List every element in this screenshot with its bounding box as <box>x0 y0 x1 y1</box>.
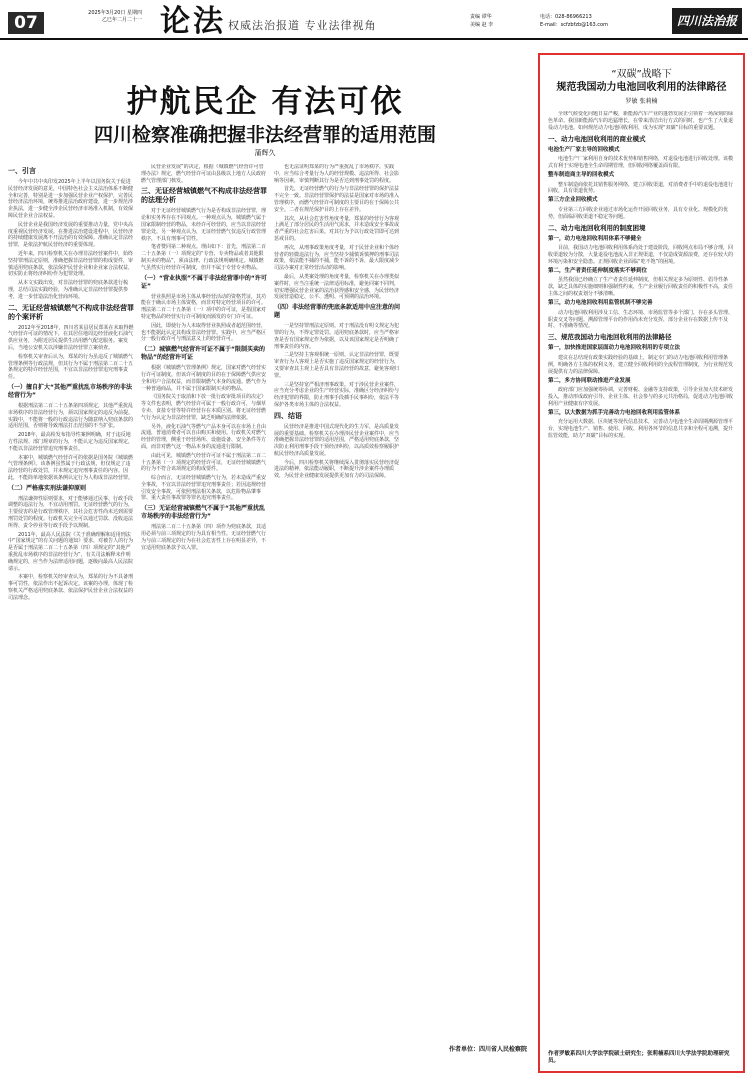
sidebar-headline: 规范我国动力电池回收利用的法律路径 <box>556 82 727 93</box>
paragraph: 二是坚持主客观相统一原则。认定非法经营罪，既要审查行为人客观上是否实施了违反国家规定的经营行为，又要审查其主观上是否具有非法经营的故意，避免客观归罪。 <box>274 352 400 379</box>
paragraph: 首先，无证经营燃气的行为与非法经营罪的保护法益不完全一致。非法经营罪保护的法益是国家对市场的准入管理秩序，而燃气经营许可制度的主要目的在于保障公共安全。二者在规范保护目的上存在差异。 <box>274 186 400 213</box>
paragraph: 检察机关审查后认为，郑某的行为虽违反了城镇燃气管理条例等行政法规，但其行为不属于刑法第二百二十五条规定的特许经营范围，不宜以非法经营罪追究刑事责任。 <box>8 353 134 381</box>
article-author: 蒲辉久 <box>254 149 276 157</box>
newspaper-logo: 四川法治报 <box>672 8 742 34</box>
paragraph: 电池生产厂家利用自身的技术优势和销售网络，对退役电池进行回收处理。该模式有利于实现电池全生命周期管理，但回收网络覆盖面有限。 <box>548 156 734 170</box>
subsection-heading: （二）严格落实刑法谦抑原则 <box>8 484 87 492</box>
sidebar-author: 罗敏 张莉楠 <box>625 98 658 105</box>
masthead <box>0 0 748 40</box>
paragraph: 专业第三方回收企业通过市场化运作开展回收业务，具有专业化、规模化的优势，但面临回收渠道不稳定等问题。 <box>548 206 729 220</box>
article-headline: 护航民企 有法可依 <box>126 84 404 120</box>
editor-line-1: 责编 谭华 <box>470 14 492 20</box>
paragraph: 虽然我国已经确立了生产者责任延伸制度，但相关规定多为原则性、倡导性条款，缺乏具体的实施细则和强制性约束，生产企业履行回收责任的积极性不高，责任主体之间的权责划分不够清晰。 <box>548 277 734 298</box>
paragraph: 也无法证明郑某的行为严重扰乱了市场秩序。实践中，应当综合考量行为人的经营规模、违法所得、社会影响等因素，审慎判断其行为是否达到刑事处罚的程度。 <box>274 164 400 184</box>
section-heading: 一、引言 <box>8 167 36 175</box>
issue-date <box>72 10 142 24</box>
paragraph: 由此可见，城镇燃气经营许可证不属于刑法第二百二十五条第（一）项规定的经营许可证，无证经营城镇燃气的行为不符合该项规定的构成要件。 <box>141 452 267 473</box>
paragraph: 整车制造商依托其销售服务网络，建立回收渠道，对消费者手中的退役电池进行回收，具有渠道优势。 <box>548 181 734 195</box>
date-line-2: 乙巳年二月二十一 <box>101 17 142 23</box>
paragraph: 民营企业是我国经济发展的重要推动力量，党中央高度重视民营经济发展。在推进法治建设进程中，民营经济的持续健康发展离不开法治的有效保障。准确认定非法经营罪，是依法护航民营经济的重要体现。 <box>8 221 134 249</box>
sidebar-kicker: “双碳”战略下 <box>611 69 672 80</box>
subsection-heading: （一）“营业执照”不属于非法经营罪中的“许可证” <box>141 274 267 290</box>
subsection-heading: 第二，多方协同联动推进产业发展 <box>548 377 631 384</box>
paragraph: 2011年，最高人民法院《关于准确理解和适用刑法中“国家规定”的有关问题的通知》要求，对被告人的行为是否属于刑法第二百二十五条第（四）项规定的“其他严重扰乱市场秩序的非法经营行为”，有关司法解释未作明确规定的，应当作为法律适用问题，逐级向最高人民法院请示。 <box>8 531 134 572</box>
paragraph: 充分运用大数据、区块链等现代信息技术，完善动力电池全生命周期溯源管理平台，实现电池生产、销售、使用、回收、利用各环节的信息共享和全程可追溯，提升监管效能，助力“双碳”目标的实现。 <box>548 419 734 440</box>
section-tagline: 权威法治报道 专业法律视角 <box>228 19 377 32</box>
sidebar-article <box>538 53 745 1073</box>
contact-phone: 电话：028-86966213 <box>540 14 592 20</box>
date-line-1: 2025年3月20日 星期四 <box>88 10 142 16</box>
paragraph: 根据《城镇燃气管理条例》规定，国家对燃气经营实行许可证制度。但该许可制度的目的在于保障燃气供应安全和用户合法权益，而非限制燃气本身的流通。燃气作为一种普通商品，并不属于国家限制买卖的物品。 <box>141 365 267 392</box>
paragraph: 政府部门应加强统筹协调，完善财税、金融等支持政策，引导企业加大技术研发投入，推动形成政府引导、企业主体、社会参与的多元共治格局，促进动力电池回收利用产业健康有序发展。 <box>548 387 734 407</box>
subsection-heading: 第三，以大数据为抓手完善动力电池回收利用监管体系 <box>548 409 681 416</box>
section-heading: 四、结语 <box>274 411 302 420</box>
subsection-heading: 整车制造商主导的回收模式 <box>548 172 615 179</box>
paragraph: 因此，即使行为人未取得营业执照或者超范围经营，也不能据此认定其构成非法经营罪。实践中，应当严格区分一般行政许可与刑法意义上的经营许可。 <box>141 322 267 343</box>
paragraph: 本案中，检察机关经审查认为，郑某的行为不具备刑事可罚性，依法作出不起诉决定。该案的办理，体现了检察机关严格适用兜底条款、依法保护民营企业合法权益的司法理念。 <box>8 574 134 601</box>
paragraph: 目前，我国动力电池回收利用体系尚处于建设阶段，回收网点布局不够合理，回收渠道较为分散，大量退役电池流入非正规渠道，不仅造成资源浪费，还存在较大的环境污染和安全隐患。正规回收企业面临“吃不饱”的困境。 <box>548 245 734 265</box>
paragraph: 综合而言，无证经营城镇燃气行为，若未造成严重安全事故，不宜以非法经营罪追究刑事责任；若因违规经营引发安全事故，可依照刑法相关条款，以危险物品肇事罪、重大责任事故罪等罪名追究刑事责任。 <box>141 475 267 502</box>
paragraph: 根据刑法第二百二十五条第四项规定，其他严重扰乱市场秩序的非法经营行为，须以国家规定的违反为前提。实践中，不能将一般的行政违法行为随意纳入兜底条款的适用范围，否则将导致刑法打击范围的不当扩张。 <box>8 402 134 430</box>
article-subheadline: 四川检察准确把握非法经营罪的适用范围 <box>93 124 436 146</box>
paragraph: 全球气候变化问题日益严峻，新能源汽车产业的蓬勃发展正引领着一场深刻的绿色革命。我国新能源汽车的迅猛增长，在带来清洁出行方式的同时，也产生了大量退役动力电池。如何规范动力电池回收利用，成为实现“双碳”目标的重要议题。 <box>548 111 734 131</box>
section-title: 论法 <box>160 4 226 39</box>
article-column-1 <box>8 164 134 1040</box>
paragraph: 三是坚持宽严相济刑事政策。对于涉民营企业案件，应当充分考虑企业的生产经营实际，准确区分经济纠纷与经济犯罪的界限，防止刑事手段插手民事纠纷，依法平等保护各类市场主体的合法权益。 <box>274 381 400 408</box>
paragraph: 刑法谦抑性原则要求，对于能够通过民事、行政手段调整的违法行为，不宜动用刑罚。无证经营燃气的行为，主要侵害的是行政管理秩序，其社会危害性尚未达到需要刑罚处罚的程度。行政机关完全可以通过罚款、没收违法所得、责令停业等行政手段予以规制。 <box>8 495 134 529</box>
article-column-4 <box>407 164 531 1034</box>
paragraph: 另外，液化石油气等燃气产品本身可以在市场上自由流通，普通消费者可以自由购买和使用。行政机关对燃气经营的管理，侧重于经营场所、设施设备、安全条件等方面，而非对燃气这一物品本身的流通进行限制。 <box>141 423 267 450</box>
section-heading: 一、动力电池回收利用的商业模式 <box>548 134 646 143</box>
page-number: 07 <box>8 12 44 34</box>
paragraph: 2012年至2018年，四川省某县居民郑某在未取得燃气经营许可证的情况下，在其居住地周边经营液化石油气供应业务，为附近居民提供生活用燃气配送服务。案发后，当地公安机关以涉嫌非法经营罪立案侦查。 <box>8 324 134 351</box>
subsection-heading: （三）无证经营城镇燃气不属于“其他严重扰乱市场秩序的非法经营行为” <box>141 505 265 521</box>
paragraph: 民营企业发展”的决定，根据《城镇燃气经营许可管理办法》规定，燃气经营许可证由县级以上地方人民政府燃气管理部门核发。 <box>141 164 267 184</box>
paragraph: 一是坚持罪刑法定原则。对于刑法没有明文规定为犯罪的行为，不得定罪处罚。适用兜底条款时，应当严格审查是否有国家规定作为依据，以及该国家规定是否明确了刑事责任的内容。 <box>274 323 400 350</box>
subsection-heading: 电池生产厂家主导的回收模式 <box>548 146 620 153</box>
editor-info <box>470 13 530 29</box>
paragraph: 近年来，四川检察机关在办理非法经营案件中，始终坚持罪刑法定原则，准确把握非法经营罪的构成要件，审慎适用兜底条款，依法保护民营企业和企业家合法权益，切实防止将经济纠纷作为犯罪处理。 <box>8 250 134 278</box>
author-affiliation: 作者单位：四川省人民检察院 <box>448 1046 527 1053</box>
paragraph: 营业执照是市场主体从事经营活动的资格凭证，其功能在于确认市场主体资格，而非对特定经营项目的许可。刑法第二百二十五条第（一）项中的许可证，是指国家对特定物品的经营实行许可制度而颁发的专门许可证。 <box>141 293 267 320</box>
paragraph: 今后，四川检察机关将继续深入贯彻落实民营经济促进法的精神，依法能动履职，不断提升涉企案件办理质效，为民营企业健康发展提供更加有力的司法保障。 <box>274 459 400 480</box>
contact-email: E-mail：scfzbfzb@163.com <box>540 22 608 28</box>
paragraph: 最后，从类案处理的角度考量，检察机关在办理类似案件时，应当注重统一法律适用标准，避免同案不同判，切实增强民营企业家的法治获得感和安全感，为民营经济发展营造稳定、公平、透明、可预期的法治环境。 <box>274 273 400 301</box>
section-heading: 三、无证经营城镇燃气不构成非法经营罪的法理分析 <box>141 187 267 205</box>
sidebar-footnote: 作者罗敏系四川大学法学院硕士研究生；张莉楠系四川大学法学院助理研究员。 <box>548 1051 730 1064</box>
paragraph: 《国务院关于取消和下放一批行政审批项目的决定》等文件也表明，燃气经营许可属于一般行政许可，与烟草专卖、食盐专营等特许经营存在本质区别。将无证经营燃气行为认定为非法经营罪，缺乏明确的法律依据。 <box>141 394 267 421</box>
sidebar-body <box>548 111 735 1051</box>
paragraph: 民营经济是推进中国式现代化的生力军，是高质量发展的重要基础。检察机关在办理涉民营企业案件中，应当准确把握非法经营罪的适用范围，严格适用兜底条款，坚决防止利用刑事手段干预经济纠纷，以高质效检察履职护航民营经济高质量发展。 <box>274 423 400 457</box>
subsection-heading: （四）非法经营罪的兜底条款适用中应注意的问题 <box>274 304 400 320</box>
paragraph: 2018年，最高检发布指导性案例明确，对于违反地方性法规、部门规章的行为，不能认定为违反国家规定，不能以非法经营罪追究刑事责任。 <box>8 432 134 452</box>
subsection-heading: （二）城镇燃气经营许可证不属于“限制买卖的物品”的经营许可证 <box>141 346 265 362</box>
article-column-3 <box>274 164 400 1040</box>
subsection-heading: 第三，动力电池回收利用监管机制不够完善 <box>548 300 653 307</box>
paragraph: 其次，从社会危害性角度考量，郑某的经营行为客观上满足了部分居民的生活用气需求，并未造成安全事故或者严重的社会危害后果。对其行为予以行政处罚即可达到惩戒目的。 <box>274 215 400 242</box>
subsection-heading: 第一，动力电池回收利用体系不够健全 <box>548 235 642 242</box>
paragraph: 从本文实践出发，对非法经营罪的兜底条款进行梳理，总结司法实践经验，为准确认定非法经营罪提供参考，进一步营造法治化营商环境。 <box>8 280 129 300</box>
paragraph: 本案中，城镇燃气经营许可的依据是国务院《城镇燃气管理条例》。该条例虽然属于行政法规，但仅规定了违法经营的行政处罚，并未规定追究刑事责任的内容。因此，不能简单地依据该条例认定行为人构成非法经营罪。 <box>8 454 134 481</box>
contact-info <box>540 13 690 29</box>
section-heading: 三、规范我国动力电池回收利用的法律路径 <box>548 333 672 342</box>
paragraph: 再次，从刑事政策角度考量，对于民营企业和个体经营者的轻微违法行为，应当坚持少捕慎诉慎押的刑事司法政策，依法能不捕的不捕，能不诉的不诉，最大限度减少司法办案对正常经营活动的影响。 <box>274 244 400 272</box>
paragraph: 对于无证经营城镇燃气行为是否构成非法经营罪，理论和实务界存在不同观点。一种观点认为，城镇燃气属于国家限制经营的物品，未经许可经营的，应当以非法经营罪论处。另一种观点认为，无证经营燃气仅违反行政管理秩序，不具有刑事可罚性。 <box>141 208 267 242</box>
subsection-heading: 第三方企业回收模式 <box>548 197 598 204</box>
paragraph: 建议在总结现有政策实践经验的基础上，制定专门的动力电池回收利用管理条例，明确各方主体的权利义务，建立健全回收利用的全流程管理制度，为行业规范发展提供有力的法律保障。 <box>548 354 734 375</box>
section-heading: 二、无证经营城镇燃气不构成非法经营罪的个案评析 <box>8 303 134 321</box>
subsection-heading: （一）擅自扩大“其他严重扰乱市场秩序的非法经营行为” <box>8 383 132 399</box>
subsection-heading: 第一，加快推进国家层面动力电池回收利用的专项立法 <box>548 345 681 352</box>
paragraph: 今年中共中央印发2025年上半年以国务院关于促进民营经济发展的意见，中国特色社会主义法治体系不断健全和完善，特别是进一步加强民营企业产权保护，完善民营经济法治环境，统筹推进法治政府建设，进一步规范涉企执法，进一步健全涉企民营经济市场准入机制，有效保障民营企业合法权益。 <box>8 179 134 219</box>
section-heading: 二、动力电池回收利用的制度困境 <box>548 223 646 232</box>
paragraph: 动力电池回收利用涉及工信、生态环境、市场监管等多个部门，存在多头管理、职责交叉等问题。溯源管理平台的作用尚未充分发挥，部分企业存在数据上传不及时、不准确等情况。 <box>548 309 734 330</box>
article-column-2 <box>141 164 267 1040</box>
paragraph: 刑法第二百二十五条第（四）项作为兜底条款，其适用必须与前三项规定的行为具有相当性。无证经营燃气行为与前三项规定的行为在社会危害性上存在明显差异，不宜适用兜底条款予以入罪。 <box>141 524 267 551</box>
editor-line-2: 美编 赵 李 <box>470 22 494 28</box>
paragraph: 笔者赞同第二种观点。理由如下：首先，刑法第二百二十五条第（一）项规定的“专营、专卖物品或者其他限制买卖的物品”，须由法律、行政法规明确规定。城镇燃气虽然实行经营许可制度，但并不属于专营专卖物品。 <box>141 244 267 271</box>
subsection-heading: 第二，生产者责任延伸制度落实不够到位 <box>548 267 648 274</box>
